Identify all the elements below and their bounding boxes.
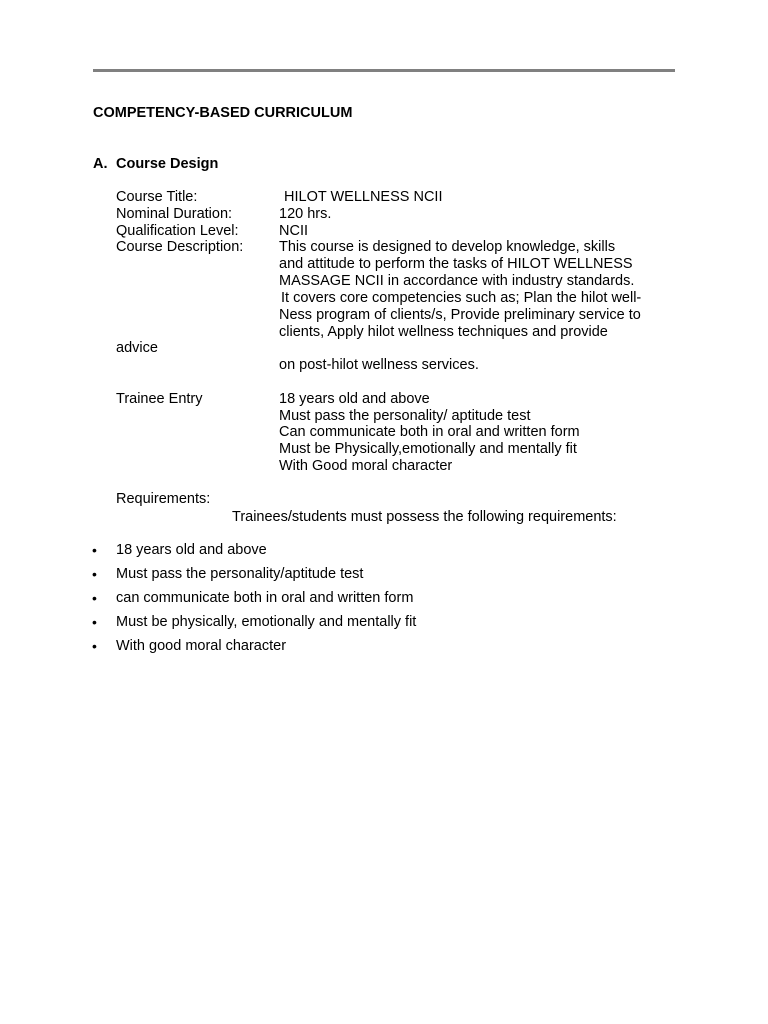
bullet-icon: • [92,542,97,558]
course-title-value: HILOT WELLNESS NCII [284,189,443,205]
nominal-duration-value: 120 hrs. [279,206,332,222]
bullet-icon: • [92,614,97,630]
qualification-level-label: Qualification Level: [116,223,239,239]
list-item: Must be physically, emotionally and mentally fit [116,614,417,630]
bullet-icon: • [92,638,97,654]
requirements-intro: Trainees/students must possess the following requirements: [232,509,617,525]
list-item: 18 years old and above [116,542,267,558]
course-description-line: clients, Apply hilot wellness techniques and provide [279,324,608,340]
bullet-icon: • [92,590,97,606]
course-description-line: This course is designed to develop knowledge, skills [279,239,616,255]
course-description-line: It covers core competencies such as; Plan the hilot well- [281,290,642,306]
course-description-line: Ness program of clients/s, Provide preliminary service to [279,307,641,323]
header-rule [93,69,675,72]
list-item: Must pass the personality/aptitude test [116,566,364,582]
course-description-line: MASSAGE NCII in accordance with industry standards. [279,273,635,289]
section-letter: A. [93,156,108,172]
course-description-label: Course Description: [116,239,244,255]
requirements-label: Requirements: [116,491,211,507]
course-description-line: and attitude to perform the tasks of HILOT WELLNESS [279,256,633,272]
course-description-line: on post-hilot wellness services. [279,357,479,373]
trainee-entry-line: Can communicate both in oral and written form [279,424,580,440]
trainee-entry-label: Trainee Entry [116,391,203,407]
nominal-duration-label: Nominal Duration: [116,206,233,222]
list-item: can communicate both in oral and written form [116,590,414,606]
qualification-level-value: NCII [279,223,308,239]
section-title: Course Design [116,156,219,172]
trainee-entry-line: With Good moral character [279,458,453,474]
course-description-line: advice [116,340,158,356]
trainee-entry-line: 18 years old and above [279,391,430,407]
document-heading: COMPETENCY-BASED CURRICULUM [93,105,353,121]
trainee-entry-line: Must pass the personality/ aptitude test [279,408,531,424]
list-item: With good moral character [116,638,287,654]
trainee-entry-line: Must be Physically,emotionally and mentally fit [279,441,577,457]
course-title-label: Course Title: [116,189,198,205]
bullet-icon: • [92,566,97,582]
